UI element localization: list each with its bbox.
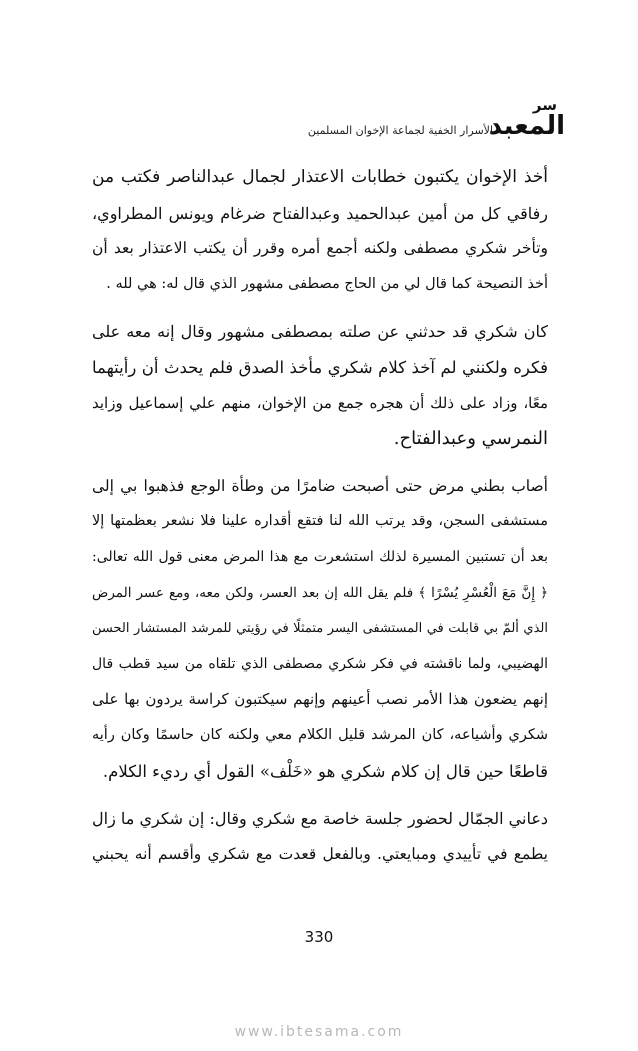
text-line: شكري وأشياعه، كان المرشد قليل الكلام معي ولكنه كان حاسمًا وكان رأيه	[92, 726, 548, 743]
text-line: بعد أن تستبين المسيرة لذلك استشعرت مع هذا المرض معنى قول الله تعالى:	[92, 548, 548, 565]
page-number: 330	[304, 928, 334, 946]
text-line: أصاب بطني مرض حتى أصبحت ضامرًا من وطأة الوجع فذهبوا بي إلى	[92, 476, 548, 495]
text-line: مستشفى السجن، وقد يرتب الله لنا فتقع أقداره علينا فلا نشعر بعظمتها إلا	[92, 513, 548, 530]
text-line: رفاقي كل من أمين عبدالحميد وعبدالفتاح ضرغام ويونس المطراوي،	[92, 203, 548, 223]
text-line: وتأخر شكري مصطفى ولكنه أجمع أمره وقرر أن يكتب الاعتذار بعد أن	[92, 239, 548, 258]
text-line: الذي ألمّ بي قابلت في المستشفى اليسر متمثلًا في رؤيتي للمرشد المستشار الحسن	[92, 621, 548, 637]
text-line: أخذ النصيحة كما قال لي من الحاج مصطفى مشهور الذي قال له: هي لله .	[106, 275, 548, 292]
text-line: دعاني الجمّال لحضور جلسة خاصة مع شكري وقال: إن شكري ما زال	[92, 809, 548, 829]
text-line: كان شكري قد حدثني عن صلته بمصطفى مشهور وقال إنه معه على	[92, 322, 548, 342]
paragraph	[92, 469, 548, 789]
paragraph	[92, 160, 548, 302]
logo-main-word: المعبد	[488, 111, 565, 141]
text-line: فكره ولكنني لم آخذ كلام شكري مأخذ الصدق فلم يحدث أن رأيتهما	[92, 357, 548, 377]
text-line: قاطعًا حين قال إن كلام شكري هو «خَلْف» القول أي رديء الكلام.	[102, 761, 548, 781]
book-logo	[488, 96, 565, 146]
text-line: الهضيبي، ولما ناقشته في فكر شكري مصطفى الذي تلقاه من سيد قطب قال	[92, 655, 548, 672]
paragraph	[92, 314, 548, 456]
body-text	[92, 160, 548, 884]
watermark: www.ibtesama.com	[234, 1024, 404, 1040]
text-line: النمرسي وعبدالفتاح.	[393, 428, 548, 450]
paragraph	[92, 801, 548, 872]
text-line: ﴿ إِنَّ مَعَ الْعُسْرِ يُسْرًا ﴾ فلم يقل الله إن بعد العسر، ولكن معه، ومع عسر المرض	[92, 584, 548, 601]
text-line: أخذ الإخوان يكتبون خطابات الاعتذار لجمال عبدالناصر فكتب من	[92, 167, 548, 187]
text-line: معًا، وزاد على ذلك أن هجره جمع من الإخوان، منهم علي إسماعيل وزايد	[92, 393, 548, 412]
text-line: يطمع في تأييدي ومبايعتي. وبالفعل قعدت مع شكري وأقسم أنه يحبني	[92, 844, 548, 863]
book-subtitle: الأسرار الخفية لجماعة الإخوان المسلمين	[307, 124, 493, 137]
text-line: إنهم يضعون هذا الأمر نصب أعينهم وإنهم سيكتبون كراسة يردون بها على	[92, 690, 548, 709]
page-header	[95, 96, 565, 146]
logo-top-word: سر	[532, 96, 557, 114]
